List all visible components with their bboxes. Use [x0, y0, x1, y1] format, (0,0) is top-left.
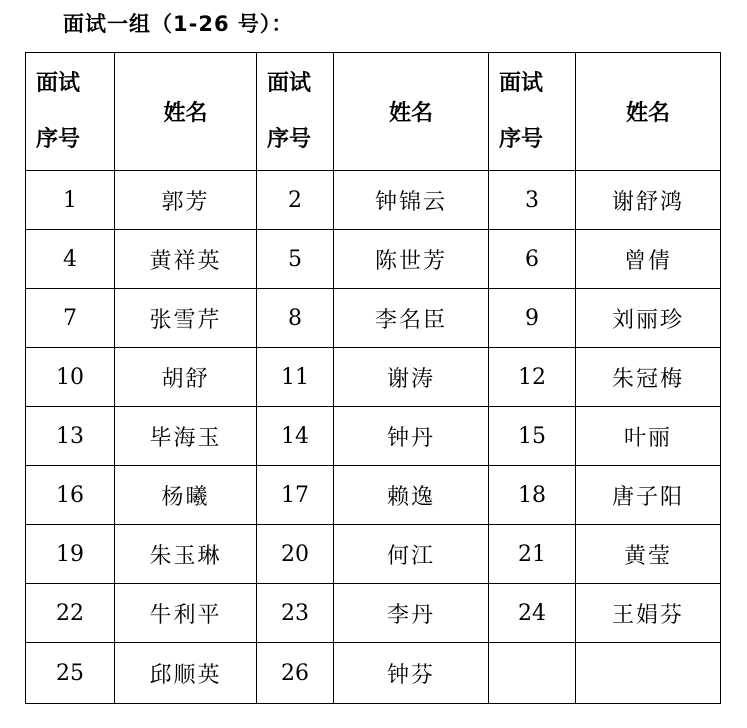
interview-roster-table: [25, 52, 721, 704]
name-cell: 张雪芹: [115, 289, 257, 348]
name-header-2: 姓名: [334, 53, 489, 171]
table-row: [26, 289, 721, 348]
name-cell: 曾倩: [576, 230, 721, 289]
name-cell: 谢涛: [334, 348, 489, 407]
seq-header-1: 面试 序号: [26, 53, 115, 171]
seq-cell: 19: [26, 525, 115, 584]
name-cell: 钟芬: [334, 643, 489, 704]
seq-cell: 23: [257, 584, 334, 643]
seq-cell: 2: [257, 171, 334, 230]
seq-cell: 16: [26, 466, 115, 525]
seq-cell: 21: [489, 525, 576, 584]
seq-cell: 3: [489, 171, 576, 230]
table-row: [26, 466, 721, 525]
name-cell: 朱玉琳: [115, 525, 257, 584]
name-cell: 郭芳: [115, 171, 257, 230]
seq-cell: 24: [489, 584, 576, 643]
name-cell: 钟锦云: [334, 171, 489, 230]
table-header-row: [26, 53, 721, 171]
name-cell: 李丹: [334, 584, 489, 643]
seq-cell: 22: [26, 584, 115, 643]
table-row: [26, 171, 721, 230]
seq-cell: 9: [489, 289, 576, 348]
seq-cell: 20: [257, 525, 334, 584]
table-row: [26, 348, 721, 407]
seq-cell: 10: [26, 348, 115, 407]
table-row: [26, 584, 721, 643]
table-row: [26, 230, 721, 289]
name-header-3: 姓名: [576, 53, 721, 171]
seq-cell: 8: [257, 289, 334, 348]
seq-cell: 14: [257, 407, 334, 466]
name-cell: 叶丽: [576, 407, 721, 466]
name-cell: 何江: [334, 525, 489, 584]
seq-cell: 6: [489, 230, 576, 289]
name-cell: 刘丽珍: [576, 289, 721, 348]
seq-cell: 17: [257, 466, 334, 525]
name-cell: 牛利平: [115, 584, 257, 643]
seq-cell: 5: [257, 230, 334, 289]
seq-cell: 26: [257, 643, 334, 704]
seq-cell: 12: [489, 348, 576, 407]
seq-cell: 15: [489, 407, 576, 466]
name-cell: 王娟芬: [576, 584, 721, 643]
name-cell: 钟丹: [334, 407, 489, 466]
name-cell: 谢舒鸿: [576, 171, 721, 230]
name-cell: 唐子阳: [576, 466, 721, 525]
seq-cell: 13: [26, 407, 115, 466]
name-cell: 赖逸: [334, 466, 489, 525]
name-header-1: 姓名: [115, 53, 257, 171]
seq-cell: 4: [26, 230, 115, 289]
name-cell: 李名臣: [334, 289, 489, 348]
seq-cell: 18: [489, 466, 576, 525]
name-cell: [576, 643, 721, 704]
table-row: [26, 643, 721, 704]
seq-cell: 1: [26, 171, 115, 230]
seq-header-2: 面试 序号: [257, 53, 334, 171]
name-cell: 黄祥英: [115, 230, 257, 289]
name-cell: 杨曦: [115, 466, 257, 525]
seq-cell: [489, 643, 576, 704]
table-row: [26, 525, 721, 584]
seq-header-3: 面试 序号: [489, 53, 576, 171]
seq-cell: 11: [257, 348, 334, 407]
name-cell: 陈世芳: [334, 230, 489, 289]
seq-cell: 25: [26, 643, 115, 704]
name-cell: 黄莹: [576, 525, 721, 584]
table-row: [26, 407, 721, 466]
name-cell: 胡舒: [115, 348, 257, 407]
group-heading: 面试一组（1-26 号）：: [63, 12, 294, 36]
name-cell: 毕海玉: [115, 407, 257, 466]
name-cell: 邱顺英: [115, 643, 257, 704]
name-cell: 朱冠梅: [576, 348, 721, 407]
seq-cell: 7: [26, 289, 115, 348]
